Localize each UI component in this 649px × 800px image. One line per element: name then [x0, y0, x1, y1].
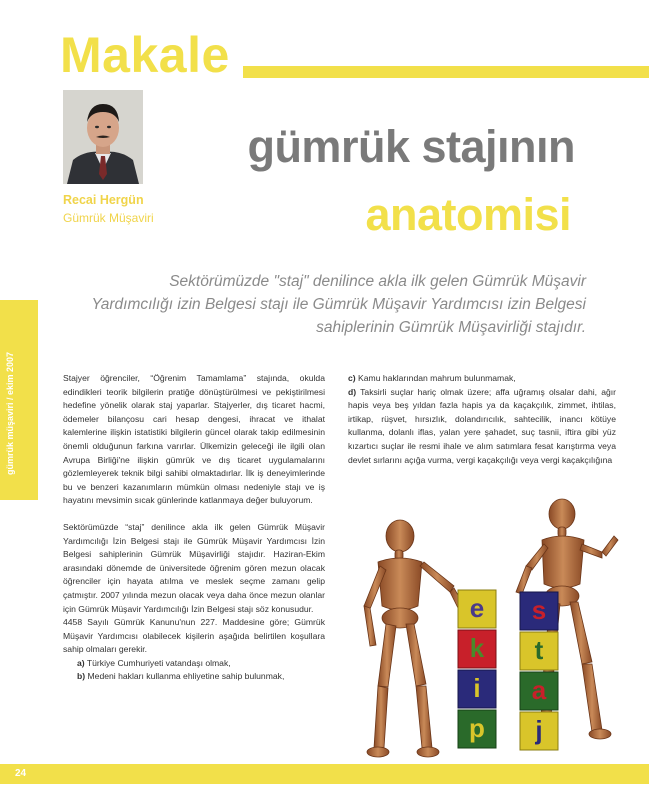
- lead-line-3: sahiplerinin Gümrük Müşavirliği stajıdır.: [316, 319, 586, 336]
- headline-line-2: anatomisi: [365, 189, 571, 240]
- list-item-c: [334, 372, 616, 386]
- body-paragraph-3: 4458 Sayılı Gümrük Kanunu'nun 227. Maddesine göre; Gümrük Müşavir Yardımcısı olabilecek kişilerin aşağıda belirtilen koşullara sahip olmaları gerekir.: [63, 617, 325, 655]
- list-item-c-text: Kamu haklarından mahrum bulunmamak,: [358, 373, 516, 383]
- author-role: Gümrük Müşaviri: [63, 211, 154, 225]
- block-column-ekip: [458, 590, 496, 748]
- block-letter-e: e: [469, 593, 485, 623]
- block-letter-s: s: [531, 595, 547, 625]
- list-item-a: [63, 657, 325, 671]
- body-paragraph-1: Stajyer öğrenciler, “Öğrenim Tamamlama” stajında, okulda edindikleri teorik bilgilerin pratiğe dönüştürülmesi ve pekiştirilmesi hedefine yönelik olarak staj yaparlar. Stajyerler, dış ticaret hacmi, ödemeler bilançosu cari hesap dengesi, ihracat ve ithalat kalemlerine ilişkin istatistiki bilgilerin güncel olarak takip edilmesinin önemli olduğunun farkına varırlar. Ülkemizin geleceği ile ilgili olan Avrupa Birliği'ne ilişkin gümrük ve dış ticaret uygulamalarını gözlemleyerek teknik bilgi sahibi olmaktadırlar. İlk iş deneyimlerinde bu ve benzeri kazanımların mümkün olması nedeniyle stajı ve iş hayatını mevsimin sıcak günlerinde katlanmaya değer buluyorum.: [63, 373, 325, 506]
- body-paragraph-2: Sektörümüzde “staj” denilince akla ilk gelen Gümrük Müşavir Yardımcılığı İzin Belgesi stajı ile Gümrük Müşavir Yardımcısı İzin Belgesi sahiplerinin Gümrük Müşavirliği stajıdır. Haziran-Ekim arasındaki dönemde de üniversitede öğrenim gören mezun olacak öğrenciler için hayata atılma ve meslek seçme zamanı gelip çatmıştır. 2007 yılında mezun olacak veya daha önce mezun olanlar için Gümrük Müşavir Yardımcılığı İzin Belgesi stajı söz konusudur.: [63, 521, 325, 614]
- left-mannequin: [364, 520, 472, 757]
- author-portrait-image: [63, 90, 143, 184]
- block-letter-p: p: [469, 713, 485, 743]
- list-item-a-label: a): [77, 657, 85, 668]
- headline-line-1: gümrük stajının: [247, 121, 575, 172]
- block-letter-a: a: [531, 675, 547, 705]
- list-item-b-text: Medeni hakları kullanma ehliyetine sahip bulunmak,: [87, 671, 285, 682]
- mannequins-illustration: [330, 496, 640, 764]
- list-item-b: [63, 670, 325, 684]
- lead-line-1: Sektörümüzde "staj" denilince akla ilk gelen Gümrük Müşavir: [169, 273, 586, 290]
- body-column-left: [63, 372, 325, 684]
- section-title: Makale: [60, 27, 230, 83]
- page-number: 24: [15, 768, 27, 779]
- list-item-c-label: c): [348, 373, 356, 383]
- list-item-d-text: Taksirli suçlar hariç olmak üzere; affa uğramış olsalar dahi, ağır hapis veya beş yıldan fazla hapis ya da kaçakçılık, zimmet, ihtilas, irtikap, rüşvet, hırsızlık, dolandırıcılık, sahtecilik, inancı kötüye kullanma, dolanlı iflas, yalan yere şahadet, suç tasnii, iftira gibi yüz kızartıcı suçlar ile resmi ihale ve alım satımlara fesat karıştırma veya devlet sırlarını açığa vurma, vergi kaçakçılığı veya vergi kaçakçılığına: [348, 386, 617, 465]
- body-column-right: [334, 372, 616, 467]
- list-item-d: [334, 386, 616, 468]
- list-item-a-text: Türkiye Cumhuriyeti vatandaşı olmak,: [86, 657, 231, 668]
- lead-paragraph: [70, 270, 586, 339]
- side-tab-text: gümrük müşaviri / ekim 2007: [5, 351, 15, 475]
- block-letter-i: i: [473, 673, 481, 703]
- title-rule: [243, 66, 649, 78]
- list-item-d-label: d): [348, 386, 357, 397]
- block-letter-k: k: [469, 633, 485, 663]
- author-name: Recai Hergün: [63, 193, 144, 207]
- author-photo: [63, 90, 143, 184]
- lead-line-2: Yardımcılığı izin Belgesi stajı ile Gümrük Müşavir Yardımcısı izin Belgesi: [91, 296, 586, 313]
- block-letter-j: j: [535, 715, 543, 745]
- block-letter-t: t: [534, 635, 544, 665]
- list-item-b-label: b): [77, 671, 86, 682]
- footer-bar: [0, 764, 649, 784]
